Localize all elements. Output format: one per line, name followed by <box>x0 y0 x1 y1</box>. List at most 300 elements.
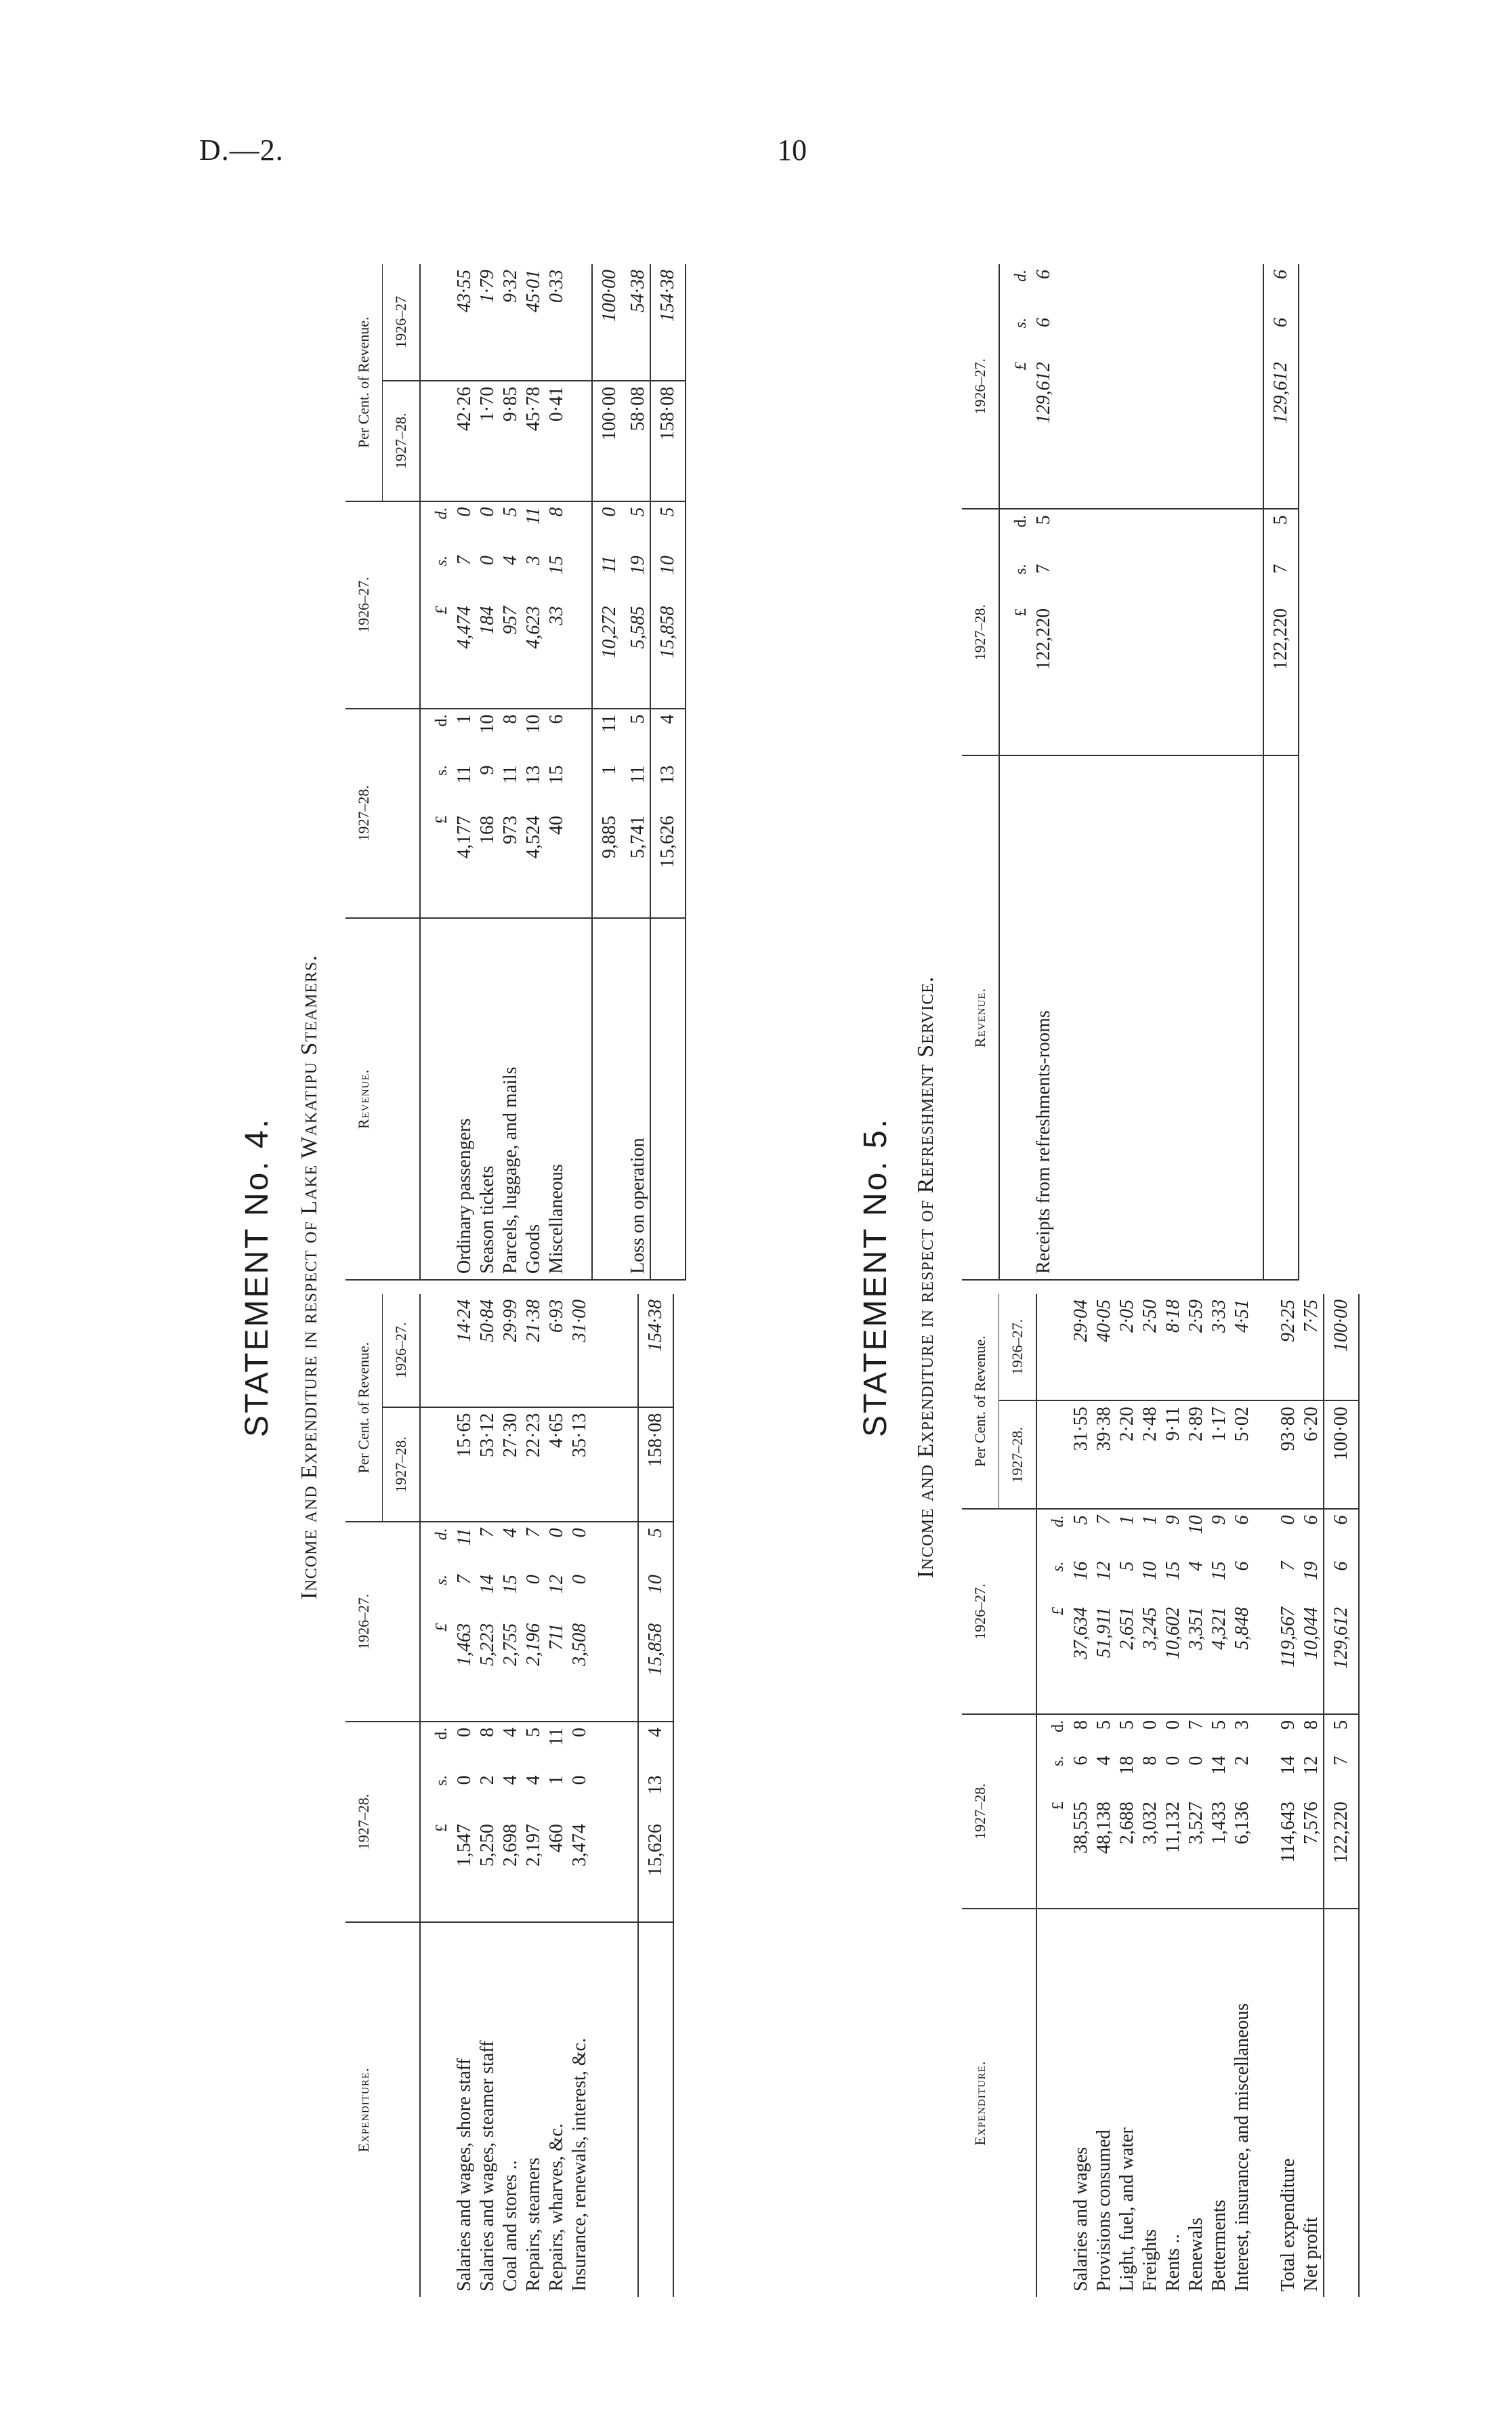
shillings-cell: 7 <box>454 1575 475 1585</box>
shillings-cell: 13 <box>650 760 686 810</box>
pence-unit: d. <box>433 1528 450 1541</box>
percent-year1-cell: 45·78 <box>522 381 545 501</box>
blank-cell <box>591 1294 614 1407</box>
shillings-cell: 1 <box>592 760 627 810</box>
pence-cell: 0 <box>1278 1515 1299 1525</box>
units-row <box>420 1294 453 2297</box>
shillings-cell: 15 <box>546 765 567 785</box>
spacer-row <box>1254 1294 1277 2297</box>
percent-year2-cell: 7·75 <box>1300 1294 1324 1400</box>
shillings-cell: 7 <box>1263 558 1299 602</box>
pounds-cell: 2,651 <box>1116 1602 1139 1714</box>
percent-year1-cell: 0·41 <box>545 381 568 501</box>
pounds-cell: 2,197 <box>522 1818 545 1922</box>
row-label: Provisions consumed <box>1093 2129 1114 2291</box>
blank-cell <box>591 1722 614 1922</box>
pounds-cell: 129,612 <box>1263 356 1299 509</box>
percent-year2-cell: 43·55 <box>453 264 476 381</box>
percent-year1-header: 1927–28. <box>383 1407 421 1522</box>
pounds-cell: 3,245 <box>1139 1602 1162 1714</box>
expenditure-row <box>1231 1294 1254 2297</box>
expenditure-row <box>1185 1294 1208 2297</box>
pounds-cell: 114,643 <box>1277 1796 1300 1909</box>
shillings-cell: 6 <box>1033 317 1054 327</box>
shillings-cell: 15 <box>1209 1561 1230 1581</box>
blank-cell <box>1254 1509 1277 1713</box>
pence-cell: 4 <box>650 709 686 760</box>
pounds-cell: 184 <box>476 601 499 709</box>
row-label: Rents .. <box>1162 2234 1183 2291</box>
blank-cell <box>1078 510 1101 756</box>
pence-cell: 1 <box>1139 1515 1160 1525</box>
shillings-cell: 0 <box>477 556 498 566</box>
year1-header: 1927–28. <box>962 1714 1036 1909</box>
percent-year2-header: 1926–27. <box>383 1294 421 1407</box>
shillings-cell: 15 <box>500 1575 521 1594</box>
blank-cell <box>420 264 453 381</box>
expenditure-row <box>568 1294 591 2297</box>
percent-header: Per Cent. of Revenue. <box>962 1294 999 1509</box>
pounds-cell: 15,626 <box>638 1818 673 1922</box>
percent-year2-cell: 2·59 <box>1185 1294 1208 1400</box>
percent-year2-cell: 29·04 <box>1070 1294 1093 1400</box>
statement5-revenue-table <box>962 264 1299 1281</box>
pence-cell: 6 <box>1324 1509 1359 1556</box>
row-label: Coal and stores .. <box>500 2160 521 2291</box>
pounds-cell: 38,555 <box>1070 1796 1093 1909</box>
percent-year1-cell: 39·38 <box>1093 1400 1116 1509</box>
spacer-row <box>1171 264 1194 1280</box>
total-expenditure-row <box>1277 1294 1300 2297</box>
blank-cell <box>1217 264 1240 510</box>
percent-year1-cell: 5·02 <box>1231 1400 1254 1509</box>
pence-cell: 0 <box>1162 1720 1183 1730</box>
percent-year2-cell: 9·32 <box>499 264 522 381</box>
row-label: Salaries and wages, shore staff <box>454 2058 475 2291</box>
units-row <box>1036 1294 1070 2297</box>
blank-cell <box>420 381 453 501</box>
pounds-cell: 1,547 <box>453 1818 476 1922</box>
shillings-cell: 19 <box>627 556 648 575</box>
percent-year2-cell: 154·38 <box>650 264 686 381</box>
percent-year2-cell: 8·18 <box>1162 1294 1185 1400</box>
net-profit-row <box>1300 1294 1324 2297</box>
revenue-row <box>499 264 522 1280</box>
pounds-cell: 957 <box>499 601 522 709</box>
revenue-subtotal-row <box>592 264 627 1280</box>
blank-cell <box>420 1407 453 1522</box>
pence-cell: 10 <box>523 714 544 734</box>
shillings-cell: 19 <box>1301 1561 1322 1581</box>
expenditure-row <box>1139 1294 1162 2297</box>
revenue-total-row <box>650 264 686 1280</box>
pence-cell: 5 <box>500 507 521 517</box>
percent-year1-cell: 158·08 <box>638 1407 673 1522</box>
percent-year2-cell: 14·24 <box>453 1294 476 1407</box>
blank-cell <box>1324 1909 1359 2297</box>
percent-year2-cell: 92·25 <box>1277 1294 1300 1400</box>
percent-year2-cell: 0·33 <box>545 264 568 381</box>
pence-cell: 7 <box>1093 1515 1114 1525</box>
pounds-cell: 11,132 <box>1162 1796 1185 1909</box>
pence-cell: 5 <box>627 507 648 517</box>
pence-cell: 5 <box>638 1522 673 1569</box>
percent-year2-cell: 1·79 <box>476 264 499 381</box>
units-row <box>420 264 453 1280</box>
shillings-cell: 4 <box>523 1775 544 1785</box>
spacer-row <box>1101 264 1125 1280</box>
percent-year1-cell: 2·89 <box>1185 1400 1208 1509</box>
pence-cell: 6 <box>1263 264 1299 312</box>
row-label: Renewals <box>1185 2218 1206 2291</box>
pence-cell: 11 <box>523 507 544 525</box>
pence-cell: 7 <box>523 1528 544 1538</box>
shillings-cell: 16 <box>1070 1561 1091 1581</box>
pence-unit: d. <box>1012 515 1030 528</box>
row-label: Repairs, wharves, &c. <box>546 2123 567 2291</box>
shillings-cell: 10 <box>638 1569 673 1618</box>
pounds-cell: 48,138 <box>1093 1796 1116 1909</box>
blank-cell <box>614 1407 638 1522</box>
row-label: Receipts from refreshments-rooms <box>1032 755 1055 1280</box>
page-code: D.—2. <box>199 133 284 167</box>
shillings-cell: 7 <box>454 556 475 566</box>
shilling-unit: s. <box>433 556 450 566</box>
revenue-row <box>522 264 545 1280</box>
shillings-cell: 18 <box>1116 1755 1137 1775</box>
year2-header: 1926–27. <box>345 1522 420 1721</box>
pence-cell: 10 <box>477 714 498 734</box>
expenditure-row <box>522 1294 545 2297</box>
pence-cell: 9 <box>1209 1515 1230 1525</box>
pence-cell: 5 <box>523 1727 544 1737</box>
blank-cell <box>1125 510 1148 756</box>
pence-cell: 3 <box>1232 1720 1253 1730</box>
pounds-cell: 119,567 <box>1277 1602 1300 1714</box>
pounds-cell: 3,351 <box>1185 1602 1208 1714</box>
pounds-cell: 15,626 <box>650 810 686 918</box>
shillings-cell: 14 <box>1209 1755 1230 1775</box>
shillings-cell: 11 <box>500 765 521 784</box>
pence-cell: 1 <box>454 714 475 724</box>
percent-year1-cell: 100·00 <box>1324 1400 1359 1509</box>
shillings-cell: 7 <box>1324 1751 1359 1797</box>
blank-cell <box>1101 755 1125 1280</box>
row-label: Miscellaneous <box>545 918 568 1280</box>
pounds-cell: 129,612 <box>1032 356 1055 509</box>
revenue-header: Revenue. <box>345 918 420 1280</box>
pounds-cell: 6,136 <box>1231 1796 1254 1909</box>
statement4-expenditure-table <box>345 1294 674 2297</box>
blank-cell <box>1101 510 1125 756</box>
revenue-row <box>453 264 476 1280</box>
blank-cell <box>650 918 686 1280</box>
expenditure-row <box>476 1294 499 2297</box>
statement5-title: STATEMENT No. 5. <box>858 1117 894 1438</box>
revenue-percent-year1-header: 1927–28. <box>383 381 421 501</box>
expenditure-row <box>1116 1294 1139 2297</box>
pounds-cell: 15,858 <box>638 1618 673 1722</box>
percent-year1-cell: 58·08 <box>627 381 650 501</box>
blank-cell <box>591 1522 614 1721</box>
pounds-cell: 5,848 <box>1231 1602 1254 1714</box>
pence-cell: 8 <box>477 1727 498 1737</box>
blank-cell <box>614 1294 638 1407</box>
year2-header: 1926–27. <box>962 1509 1036 1713</box>
pence-cell: 5 <box>1209 1720 1230 1730</box>
row-label: Net profit <box>1301 2217 1322 2291</box>
shillings-cell: 2 <box>1232 1755 1253 1766</box>
shilling-unit: s. <box>1012 564 1030 575</box>
pounds-cell: 122,220 <box>1032 603 1055 755</box>
blank-cell <box>568 381 592 501</box>
percent-year1-cell: 22·23 <box>522 1407 545 1522</box>
blank-cell <box>1125 264 1148 510</box>
pence-cell: 8 <box>1301 1720 1322 1730</box>
pounds-cell: 1,463 <box>453 1618 476 1722</box>
revenue-year1-header: 1927–28. <box>345 709 420 918</box>
blank-cell <box>568 709 592 918</box>
row-label: Salaries and wages <box>1070 2146 1091 2291</box>
shillings-cell: 0 <box>1185 1755 1206 1766</box>
pounds-cell: 3,508 <box>568 1618 591 1722</box>
pence-cell: 0 <box>546 1528 567 1538</box>
blank-cell <box>420 918 453 1280</box>
shillings-cell: 1 <box>546 1775 567 1785</box>
pence-unit: d. <box>1049 1720 1067 1732</box>
shillings-cell: 15 <box>546 556 567 575</box>
blank-cell <box>999 755 1032 1280</box>
blank-cell <box>1263 755 1299 1280</box>
pence-cell: 1 <box>1116 1515 1137 1525</box>
percent-year1-cell: 93·80 <box>1277 1400 1300 1509</box>
revenue-percent-header: Per Cent. of Revenue. <box>345 264 383 501</box>
pounds-cell: 4,474 <box>453 601 476 709</box>
shilling-unit: s. <box>1049 1561 1067 1572</box>
pounds-cell: 3,032 <box>1139 1796 1162 1909</box>
blank-cell <box>1055 510 1078 756</box>
percent-year1-cell: 53·12 <box>476 1407 499 1522</box>
pounds-cell: 5,250 <box>476 1818 499 1922</box>
pence-cell: 5 <box>627 714 648 724</box>
statement5-subtitle: Income and Expenditure in respect of Refreshment Service. <box>913 976 938 1579</box>
blank-cell <box>1171 510 1194 756</box>
pence-cell: 0 <box>454 507 475 517</box>
shillings-cell: 11 <box>592 550 627 600</box>
pence-cell: 7 <box>1185 1720 1206 1730</box>
pence-unit: d. <box>433 1727 450 1740</box>
row-label: Ordinary passengers <box>453 918 476 1280</box>
blank-cell <box>1217 755 1240 1280</box>
shillings-cell: 4 <box>500 1775 521 1785</box>
spacer-row <box>1148 264 1171 1280</box>
revenue-total-row <box>1263 264 1299 1280</box>
row-label: Light, fuel, and water <box>1116 2127 1137 2291</box>
pounds-cell: 5,585 <box>627 601 650 709</box>
shillings-cell: 11 <box>627 765 648 784</box>
percent-year1-cell: 2·20 <box>1116 1400 1139 1509</box>
percent-year2-cell: 45·01 <box>522 264 545 381</box>
pounds-cell: 2,688 <box>1116 1796 1139 1909</box>
statement4-revenue-table <box>345 264 686 1281</box>
percent-year1-cell: 2·48 <box>1139 1400 1162 1509</box>
shillings-cell: 0 <box>1162 1755 1183 1766</box>
shillings-cell: 6 <box>1324 1556 1359 1602</box>
pence-cell: 5 <box>1263 510 1299 559</box>
shilling-unit: s. <box>433 1575 450 1585</box>
pound-unit: £ <box>420 1618 453 1722</box>
pence-cell: 7 <box>477 1528 498 1538</box>
pence-cell: 11 <box>546 1727 567 1746</box>
percent-year1-cell: 15·65 <box>453 1407 476 1522</box>
pence-cell: 5 <box>1324 1714 1359 1751</box>
expenditure-row <box>1208 1294 1231 2297</box>
blank-cell <box>1036 1400 1070 1509</box>
pounds-cell: 2,755 <box>499 1618 522 1722</box>
year1-header: 1927–28. <box>345 1722 420 1922</box>
blank-cell <box>1148 264 1171 510</box>
spacer-row <box>1194 264 1217 1280</box>
pence-cell: 6 <box>1232 1515 1253 1525</box>
statement4-subtitle: Income and Expenditure in respect of Lake Wakatipu Steamers. <box>297 955 322 1600</box>
blank-cell <box>1148 755 1171 1280</box>
shillings-cell: 6 <box>1070 1755 1091 1766</box>
spacer-row <box>591 1294 614 2297</box>
pence-unit: d. <box>433 714 450 727</box>
blank-cell <box>591 1407 614 1522</box>
pence-unit: d. <box>433 507 450 520</box>
shillings-cell: 0 <box>569 1575 590 1585</box>
blank-cell <box>592 918 627 1280</box>
shillings-cell: 3 <box>523 556 544 566</box>
pounds-cell: 4,623 <box>522 601 545 709</box>
blank-cell <box>420 1922 453 2297</box>
percent-year2-cell: 29·99 <box>499 1294 522 1407</box>
blank-cell <box>1055 264 1078 510</box>
pence-cell: 0 <box>477 507 498 517</box>
shillings-cell: 6 <box>1263 312 1299 356</box>
pence-cell: 0 <box>569 1528 590 1538</box>
percent-year2-cell: 50·84 <box>476 1294 499 1407</box>
blank-cell <box>1240 510 1263 756</box>
blank-cell <box>1254 1909 1277 2297</box>
percent-year1-cell: 4·65 <box>545 1407 568 1522</box>
expenditure-row <box>1162 1294 1185 2297</box>
percent-year1-cell: 27·30 <box>499 1407 522 1522</box>
pound-unit: £ <box>420 1818 453 1922</box>
shillings-cell: 12 <box>546 1575 567 1594</box>
pence-cell: 5 <box>650 501 686 551</box>
pounds-cell: 10,272 <box>592 601 627 709</box>
pounds-cell: 3,474 <box>568 1818 591 1922</box>
pence-cell: 6 <box>1033 270 1054 279</box>
row-label: Total expenditure <box>1278 2158 1299 2291</box>
pounds-cell: 1,433 <box>1208 1796 1231 1909</box>
shillings-cell: 8 <box>1139 1755 1160 1766</box>
blank-cell <box>1036 1909 1070 2297</box>
shillings-cell: 13 <box>638 1770 673 1818</box>
pounds-cell: 5,223 <box>476 1618 499 1722</box>
shillings-cell: 10 <box>1139 1561 1160 1581</box>
pence-cell: 9 <box>1278 1720 1299 1730</box>
shillings-cell: 11 <box>454 765 475 784</box>
blank-cell <box>1171 755 1194 1280</box>
percent-year2-cell: 6·93 <box>545 1294 568 1407</box>
pounds-cell: 460 <box>545 1818 568 1922</box>
pence-cell: 9 <box>1162 1515 1183 1525</box>
pence-cell: 11 <box>454 1528 475 1546</box>
spacer-row <box>1078 264 1101 1280</box>
shillings-cell: 5 <box>1116 1561 1137 1571</box>
pounds-cell: 33 <box>545 601 568 709</box>
pounds-cell: 10,602 <box>1162 1602 1185 1714</box>
pence-cell: 0 <box>569 1727 590 1737</box>
percent-year2-header: 1926–27. <box>999 1294 1037 1400</box>
revenue-year2-header: 1926–27. <box>962 264 999 510</box>
shillings-cell: 0 <box>454 1775 475 1785</box>
revenue-year1-header: 1927–28. <box>962 510 999 756</box>
revenue-row <box>1032 264 1055 1280</box>
row-label: Interest, insurance, and miscellaneous <box>1232 2003 1253 2291</box>
pounds-cell: 5,741 <box>627 810 650 918</box>
pence-cell: 11 <box>592 709 627 760</box>
pence-cell: 4 <box>500 1528 521 1538</box>
pounds-cell: 129,612 <box>1324 1602 1359 1714</box>
blank-cell <box>1125 755 1148 1280</box>
pence-cell: 8 <box>546 507 567 517</box>
expenditure-row <box>545 1294 568 2297</box>
row-label: Freights <box>1139 2229 1160 2291</box>
spacer-row <box>568 264 592 1280</box>
pounds-cell: 4,321 <box>1208 1602 1231 1714</box>
pounds-cell: 15,858 <box>650 601 686 709</box>
blank-cell <box>1148 510 1171 756</box>
row-label: Loss on operation <box>627 918 650 1280</box>
percent-year1-cell: 9·85 <box>499 381 522 501</box>
page-number: 10 <box>777 133 807 167</box>
percent-year1-cell: 158·08 <box>650 381 686 501</box>
percent-year1-header: 1927–28. <box>999 1400 1037 1509</box>
pence-cell: 10 <box>1185 1515 1206 1535</box>
spacer-row <box>1240 264 1263 1280</box>
row-label: Repairs, steamers <box>523 2157 544 2291</box>
shillings-cell: 14 <box>477 1575 498 1594</box>
expenditure-row <box>499 1294 522 2297</box>
pence-cell: 5 <box>1070 1515 1091 1525</box>
pence-cell: 4 <box>500 1727 521 1737</box>
shillings-cell: 13 <box>523 765 544 785</box>
pounds-cell: 3,527 <box>1185 1796 1208 1909</box>
shilling-unit: s. <box>1049 1755 1067 1766</box>
revenue-row <box>476 264 499 1280</box>
expenditure-header: Expenditure. <box>345 1922 420 2297</box>
revenue-row <box>545 264 568 1280</box>
expenditure-header: Expenditure. <box>962 1909 1036 2297</box>
pence-cell: 8 <box>1070 1720 1091 1730</box>
blank-cell <box>638 1922 673 2297</box>
percent-year1-cell: 9·11 <box>1162 1400 1185 1509</box>
loss-row <box>627 264 650 1280</box>
blank-cell <box>1254 1400 1277 1509</box>
row-label: Season tickets <box>476 918 499 1280</box>
spacer-row <box>1125 264 1148 1280</box>
spacer-row <box>1055 264 1078 1280</box>
rotated-page-content <box>224 251 1512 2304</box>
pound-unit: £ <box>420 601 453 709</box>
percent-year2-cell: 40·05 <box>1093 1294 1116 1400</box>
pence-cell: 5 <box>1116 1720 1137 1730</box>
blank-cell <box>1055 755 1078 1280</box>
